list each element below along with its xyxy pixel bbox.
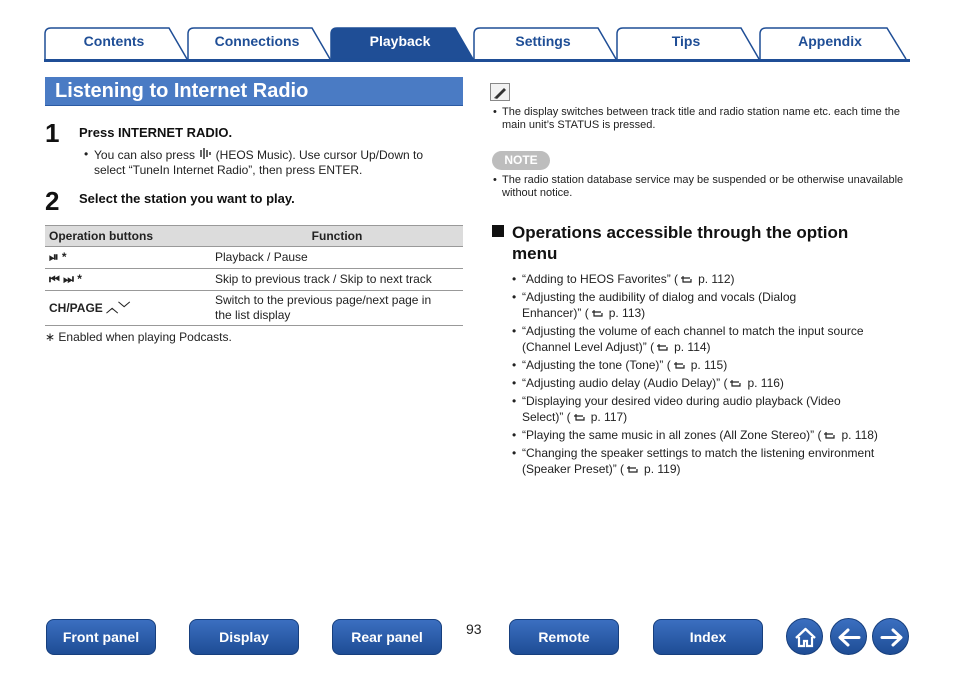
arrow-right-icon [873, 619, 910, 656]
table-row [45, 269, 463, 291]
forward-button[interactable] [872, 618, 909, 655]
list-item-text: “Adjusting the audibility of dialog and vocals (Dialog [522, 290, 797, 304]
list-item-text: “Adjusting audio delay (Audio Delay)” ( [522, 376, 728, 390]
heading-line-1: Operations accessible through the option [512, 223, 849, 242]
tab-appendix[interactable] [759, 26, 909, 59]
display-button[interactable]: Display [189, 619, 299, 655]
memo-line-2: main unit’s STATUS is pressed. [502, 119, 656, 131]
memo-text [493, 106, 912, 132]
page-reference-link[interactable]: p. 114) [674, 340, 711, 354]
table-row [45, 291, 463, 326]
tab-label: Playback [369, 33, 431, 49]
page-reference-link[interactable]: p. 115) [690, 358, 728, 372]
bullet-text-post: (HEOS Music). Use cursor Up/Down to [215, 148, 424, 162]
memo-line-1: The display switches between track title and radio station name etc. each time the [502, 106, 901, 118]
list-item [512, 289, 912, 321]
step-number-1: 1 [45, 118, 60, 148]
tab-tips[interactable] [616, 26, 761, 59]
bullet-text-pre: You can also press [94, 148, 195, 162]
step-text-2: Select the station you want to play. [79, 191, 295, 206]
list-item-text: Select)” ( [522, 410, 571, 424]
note-line-2: without notice. [502, 187, 573, 199]
list-item-text: “Adjusting the tone (Tone)” ( [522, 358, 671, 372]
step-number-2: 2 [45, 186, 60, 216]
bullet-dot: • [512, 446, 517, 460]
table-footnote: ∗ Enabled when playing Podcasts. [45, 330, 232, 344]
bullet-text-line2: select “TuneIn Internet Radio”, then press ENTER. [94, 163, 363, 177]
list-item-text: (Channel Level Adjust)” ( [522, 340, 655, 354]
list-item-text: “Changing the speaker settings to match the listening environment [522, 446, 875, 460]
page-reference-link[interactable]: p. 112) [698, 272, 735, 286]
list-item [512, 393, 912, 425]
pointing-hand-icon [626, 463, 642, 474]
play-pause-button-cell: ⏯ * [45, 247, 211, 269]
list-item [512, 445, 912, 477]
pencil-icon [491, 84, 509, 100]
page-title: Listening to Internet Radio [55, 80, 309, 102]
function-cell: Playback / Pause [211, 247, 463, 269]
front-panel-button[interactable]: Front panel [46, 619, 156, 655]
tab-label: Tips [671, 33, 701, 49]
tab-connections[interactable] [187, 26, 332, 59]
list-item-text: “Playing the same music in all zones (All Zone Stereo)” ( [522, 428, 822, 442]
list-item-text: Enhancer)” ( [522, 306, 589, 320]
tab-label: Contents [83, 33, 145, 49]
note-badge: NOTE [492, 151, 550, 170]
pencil-memo-icon [490, 83, 510, 101]
home-button[interactable] [786, 618, 823, 655]
bullet-dot: • [84, 147, 89, 161]
rear-panel-button[interactable]: Rear panel [332, 619, 442, 655]
bullet-dot: • [512, 394, 517, 408]
table-header-row [45, 226, 463, 247]
bullet-dot: • [512, 272, 517, 286]
pointing-hand-icon [573, 411, 589, 422]
bullet-dot: • [493, 106, 497, 118]
pointing-hand-icon [656, 341, 672, 352]
col-header-function: Function [211, 226, 463, 247]
list-item-text: “Displaying your desired video during audio playback (Video [522, 394, 841, 408]
list-item [512, 357, 912, 373]
step-text-1: Press INTERNET RADIO. [79, 125, 233, 140]
bullet-dot: • [493, 174, 497, 186]
note-text [493, 174, 912, 200]
page-title-bar [45, 77, 463, 106]
pointing-hand-icon [729, 377, 745, 388]
bullet-dot: • [512, 358, 517, 372]
ch-page-button-cell: CH/PAGE ︿﹀ [45, 291, 211, 326]
page-number: 93 [466, 621, 482, 637]
list-item-text: “Adjusting the volume of each channel to match the input source [522, 324, 864, 338]
page-reference-link[interactable]: p. 118) [841, 428, 878, 442]
bullet-dot: • [512, 324, 517, 338]
function-cell [211, 291, 463, 326]
page-reference-link[interactable]: p. 116) [747, 376, 784, 390]
tab-label: Connections [214, 33, 300, 49]
back-button[interactable] [830, 618, 867, 655]
page-reference-link[interactable]: p. 117) [590, 410, 628, 424]
index-button[interactable]: Index [653, 619, 763, 655]
list-item [512, 375, 912, 391]
page-reference-link[interactable]: p. 119) [644, 462, 681, 476]
col-header-buttons: Operation buttons [45, 226, 211, 247]
list-item [512, 427, 912, 443]
tab-playback[interactable] [330, 26, 475, 59]
tab-label: Appendix [798, 33, 862, 49]
function-cell: Skip to previous track / Skip to next track [211, 269, 463, 291]
list-item-text: (Speaker Preset)” ( [522, 462, 625, 476]
pointing-hand-icon [680, 273, 696, 284]
tab-label: Settings [515, 33, 571, 49]
remote-button[interactable]: Remote [509, 619, 619, 655]
step-1-bullet [84, 147, 464, 178]
list-item [512, 271, 912, 287]
pointing-hand-icon [823, 429, 839, 440]
home-icon [787, 619, 824, 656]
heading-line-2: menu [512, 244, 558, 263]
pointing-hand-icon [591, 307, 607, 318]
function-line-1: Switch to the previous page/next page in [215, 293, 432, 307]
page-reference-link[interactable]: p. 113) [608, 306, 646, 320]
tab-contents[interactable] [44, 26, 189, 59]
section-heading-text [512, 222, 882, 264]
square-bullet-icon [492, 225, 504, 237]
table-row [45, 247, 463, 269]
operations-table [45, 225, 463, 326]
function-line-2: the list display [215, 308, 291, 322]
bullet-dot: • [512, 290, 517, 304]
list-item [512, 323, 912, 355]
bullet-dot: • [512, 376, 517, 390]
arrow-left-icon [831, 619, 868, 656]
note-line-1: The radio station database service may be suspended or be otherwise unavailable [502, 174, 904, 186]
tab-settings[interactable] [473, 26, 618, 59]
pointing-hand-icon [673, 359, 689, 370]
list-item-text: “Adding to HEOS Favorites” ( [522, 272, 679, 286]
heos-music-icon [198, 147, 212, 160]
bullet-dot: • [512, 428, 517, 442]
option-menu-list [512, 271, 912, 479]
skip-buttons-cell: ⏮ ⏭ * [45, 269, 211, 291]
